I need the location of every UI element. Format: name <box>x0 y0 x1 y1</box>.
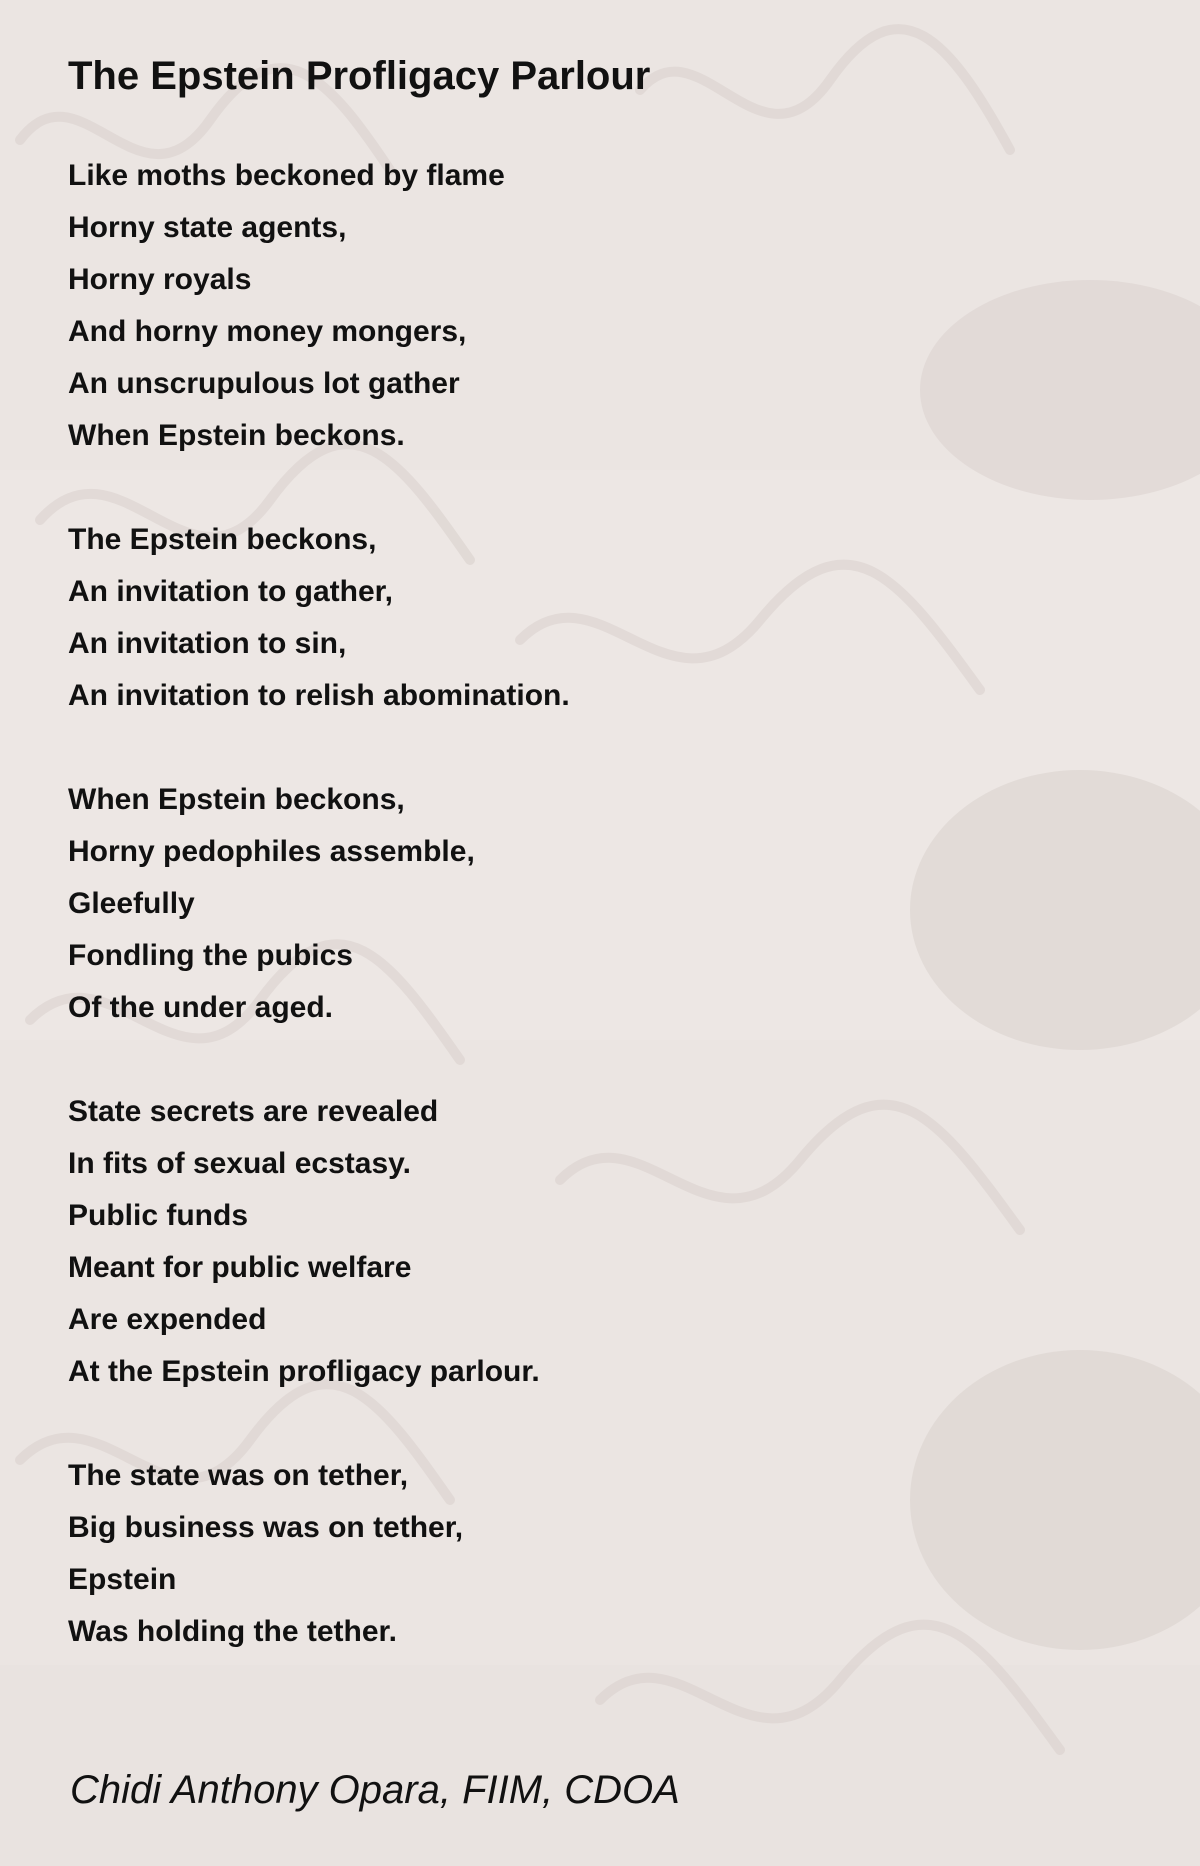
poem-line: Of the under aged. <box>68 991 334 1024</box>
poem-line: Horny pedophiles assemble, <box>68 835 475 868</box>
poem-body <box>68 150 570 1658</box>
poem-line: In fits of sexual ecstasy. <box>68 1147 411 1180</box>
poem-line: An invitation to sin, <box>68 627 347 660</box>
poem-line: Fondling the pubics <box>68 939 353 972</box>
poem-line: State secrets are revealed <box>68 1095 439 1128</box>
poem-line: Like moths beckoned by flame <box>68 159 505 192</box>
stanza-3 <box>68 774 570 1034</box>
poem-line: An invitation to gather, <box>68 575 394 608</box>
stanza-4 <box>68 1086 570 1398</box>
poem-line: The Epstein beckons, <box>68 523 377 556</box>
poem-line: An unscrupulous lot gather <box>68 367 460 400</box>
poem-line: When Epstein beckons, <box>68 783 405 816</box>
poem-line: Was holding the tether. <box>68 1615 397 1648</box>
poem-line: Big business was on tether, <box>68 1511 464 1544</box>
poem-line: The state was on tether, <box>68 1459 409 1492</box>
poem-line: Epstein <box>68 1563 177 1596</box>
poem-line: Horny state agents, <box>68 211 347 244</box>
poem-line: Meant for public welfare <box>68 1251 412 1284</box>
poem-line: Are expended <box>68 1303 267 1336</box>
poem-line: When Epstein beckons. <box>68 419 405 452</box>
stanza-1 <box>68 150 570 462</box>
poem-line: Gleefully <box>68 887 195 920</box>
poem-line: An invitation to relish abomination. <box>68 679 570 712</box>
stanza-5 <box>68 1450 570 1658</box>
poem-line: Public funds <box>68 1199 248 1232</box>
poem-title: The Epstein Profligacy Parlour <box>68 54 651 98</box>
stanza-2 <box>68 514 570 722</box>
poem-line: At the Epstein profligacy parlour. <box>68 1355 540 1388</box>
poem-author: Chidi Anthony Opara, FIIM, CDOA <box>70 1768 680 1812</box>
poem-line: And horny money mongers, <box>68 315 467 348</box>
poem-line: Horny royals <box>68 263 252 296</box>
